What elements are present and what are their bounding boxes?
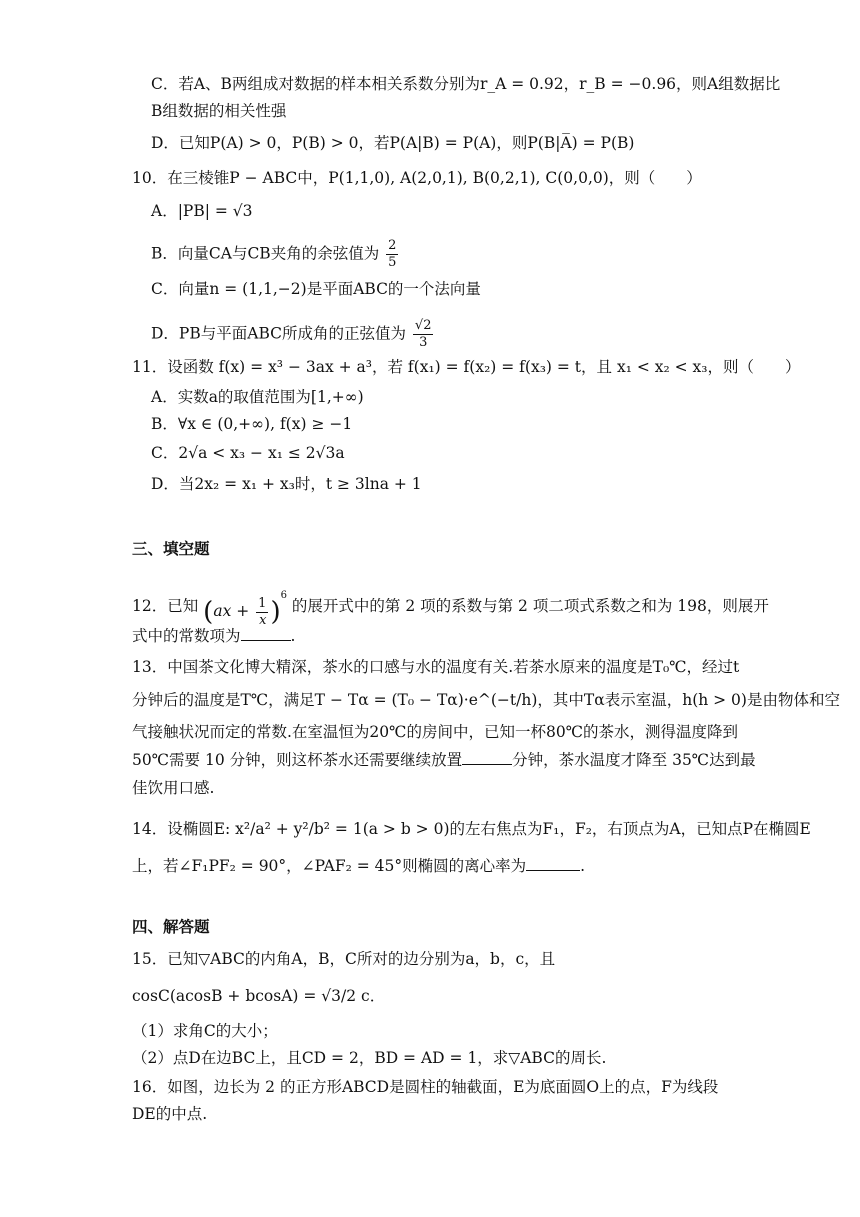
q15-line1: 15．已知▽ABC的内角A，B，C所对的边分别为a，b，c，且 (132, 950, 556, 968)
answer-blank (526, 856, 580, 871)
denominator: 3 (419, 335, 428, 350)
q10-option-a: A．|PB| = √3 (151, 202, 253, 220)
denominator: 5 (388, 255, 397, 270)
q13-line1: 13．中国茶文化博大精深，茶水的口感与水的温度有关.若茶水原来的温度是T₀℃，经过t (132, 658, 740, 676)
q11-option-d: D．当2x₂ = x₁ + x₃时，t ≥ 3lna + 1 (151, 475, 422, 493)
q12-line2-text: 式中的常数项为 (132, 627, 241, 645)
q15-line4: （2）点D在边BC上，且CD = 2，BD = AD = 1，求▽ABC的周长. (132, 1049, 607, 1067)
q9-option-c-line2: B组数据的相关性强 (151, 102, 287, 120)
q15-line2: cosC(acosB + bcosA) = √3/2 c． (132, 987, 386, 1005)
q14-line2-suffix: . (580, 857, 586, 875)
q12-line1 (132, 585, 769, 629)
q10-option-d (151, 318, 435, 351)
q10-option-c: C．向量n = (1,1,−2)是平面ABC的一个法向量 (151, 280, 481, 298)
q15-line3: （1）求角C的大小； (132, 1022, 278, 1040)
q13-line4-suffix: 分钟，茶水温度才降至 35℃达到最 (512, 751, 756, 769)
section-heading-solutions: 四、解答题 (132, 918, 210, 936)
q10-stem: 10．在三棱锥P − ABC中，P(1,1,0), A(2,0,1), B(0,2,1), C(0,0,0)，则（ ） (132, 169, 702, 187)
q11-option-c: C．2√a < x₃ − x₁ ≤ 2√3a (151, 444, 345, 462)
q14-line1: 14．设椭圆E: x²/a² + y²/b² = 1(a > b > 0)的左右焦点为F₁，F₂，右顶点为A，已知点P在椭圆E (132, 820, 811, 838)
q13-line3: 气接触状况而定的常数.在室温恒为20℃的房间中，已知一杯80℃的茶水，测得温度降到 (132, 723, 739, 741)
q16-line1: 16．如图，边长为 2 的正方形ABCD是圆柱的轴截面，E为底面圆O上的点，F为线段 (132, 1078, 719, 1096)
q13-line2: 分钟后的温度是T℃，满足T − Tα = (T₀ − Tα)·e^(−t/h)，其中Tα表示室温，h(h > 0)是由物体和空 (132, 691, 840, 709)
q11-option-b: B．∀x ∈ (0,+∞), f(x) ≥ −1 (151, 415, 353, 433)
q13-line4 (132, 749, 756, 771)
q9-option-d: D．已知P(A) > 0，P(B) > 0，若P(A|B) = P(A)，则P(B|A̅) = P(B) (151, 134, 635, 152)
q11-option-a: A．实数a的取值范围为[1,+∞) (151, 388, 364, 406)
q14-line2-prefix: 上，若∠F₁PF₂ = 90°，∠PAF₂ = 45°则椭圆的离心率为 (132, 857, 527, 875)
q10-option-b (151, 238, 400, 271)
q11-stem: 11．设函数 f(x) = x³ − 3ax + a³，若 f(x₁) = f(x₂) = f(x₃) = t，且 x₁ < x₂ < x₃，则（ ） (132, 358, 801, 376)
q13-line4-prefix: 50℃需要 10 分钟，则这杯茶水还需要继续放置 (132, 751, 463, 769)
q12-expression: (ax + $\frac{1}{x}$ )$^6$ (203, 590, 287, 628)
q14-line2 (132, 855, 585, 877)
section-heading-fill-in: 三、填空题 (132, 540, 210, 558)
answer-blank (462, 750, 512, 765)
q12-prefix: 12．已知 (132, 596, 199, 615)
q10-option-b-text: B．向量CA与CB夹角的余弦值为 (151, 244, 380, 263)
q16-line2: DE的中点. (132, 1105, 208, 1123)
answer-blank (241, 626, 291, 641)
numerator: 2 (388, 238, 397, 253)
numerator: √2 (414, 318, 432, 333)
q12-line2: 式中的常数项为 . (132, 627, 296, 645)
fraction (386, 238, 398, 271)
q13-line5: 佳饮用口感. (132, 779, 215, 797)
q12-suffix: 的展开式中的第 2 项的系数与第 2 项二项式系数之和为 198，则展开 (291, 596, 769, 615)
q9-option-c-line1: C．若A、B两组成对数据的样本相关系数分别为r_A = 0.92，r_B = −0.96，则A组数据比 (151, 75, 781, 93)
fraction (413, 318, 434, 351)
q10-option-d-text: D．PB与平面ABC所成角的正弦值为 (151, 324, 406, 343)
